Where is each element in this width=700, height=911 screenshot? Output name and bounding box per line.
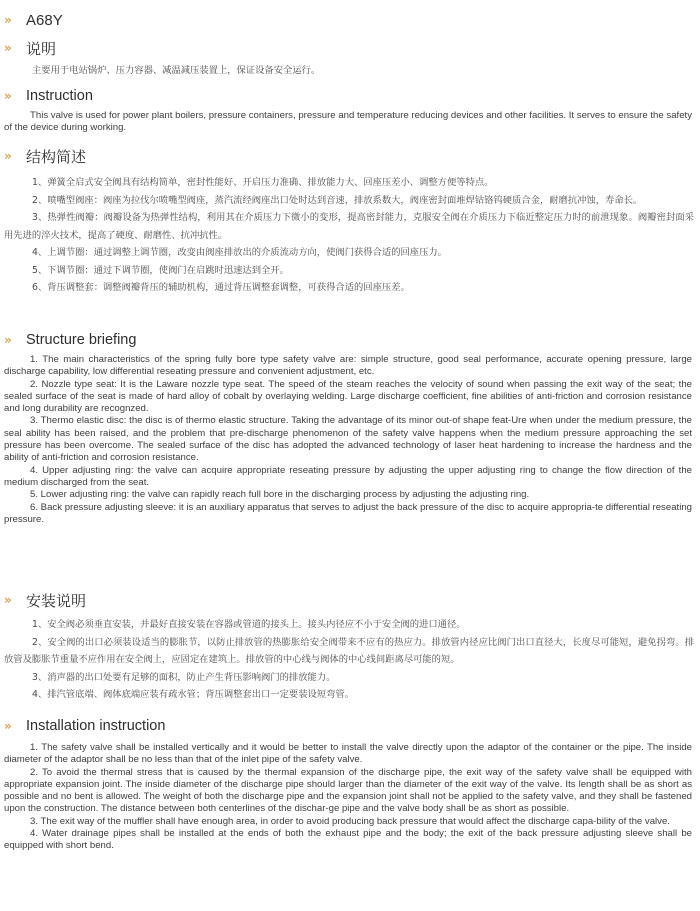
list-item: 1. The main characteristics of the spring fully bore type safety valve are: simple structure, good seal performance, accurate opening pressure, large discharge capability, low differential reseating pressure and convenient adjustment, etc. (4, 354, 692, 378)
list-item: 3. The exit way of the muffler shall have enough area, in order to avoid producing back pressure that would affect the discharge capa-bility of the valve. (30, 815, 670, 827)
list-item: 2. Nozzle type seat: It is the Laware nozzle type seat. The speed of the steam reaches the velocity of sound when passing the exit way of the seat; the sealed surface of the seat is made of hard alloy of cobalt by overlaying welding. Large discharge coefficient, fine abilities of anti-friction and corrosion resistance and long durability are recognzed. (4, 378, 692, 415)
chevron-bullet-icon: » (4, 89, 11, 103)
installation-zh-section (0, 590, 700, 704)
section-title: Structure briefing (26, 332, 137, 348)
list-item: 4. Water drainage pipes shall be installed at the ends of both the exhaust pipe and the body; the exit of the back pressure adjusting sleeve shall be equipped with short bend. (4, 828, 692, 852)
list-item: 6. Back pressure adjusting sleeve: it is an auxiliary apparatus that serves to adjust the back pressure of the disc to acquire appropria-te differential reseating pressure. (4, 501, 692, 525)
section-title: 安装说明 (26, 591, 87, 610)
list-item: 4、排汽管底端、阀体底端应装有疏水管；背压调整套出口一定要装设短弯管。 (32, 689, 355, 700)
description-text-en: This valve is used for power plant boilers, pressure containers, pressure and temperature reducing devices and other facilities. It serves to ensure the safety of the device during working. (4, 110, 692, 134)
chevron-bullet-icon: » (4, 149, 11, 163)
description-en-section (0, 86, 700, 135)
list-item: 1、安全阀必须垂直安装，并最好直接安装在容器或管道的接头上。接头内径应不小于安全阀的进口通径。 (32, 619, 466, 630)
list-item: 3. Thermo elastic disc: the disc is of thermo elastic structure. Taking the advantage of its minor out-of shape feat-Ure when under the medium pressure, the seal ability has been raised, and the problem that pre-discharge phenomenon of the safety valve happens when the medium pressure approaching the set pressure has been overcome. The sealed surface of the disc has adopted the advanced technology of laser heat hardening to increase the hardness and the ability of anti-friction and corrosion resistance. (4, 415, 692, 464)
list-item: 1、弹簧全启式安全阀具有结构简单，密封性能好、开启压力准确、排放能力大、回座压差小、调整方便等特点。 (32, 177, 494, 188)
list-item: 6、背压调整套：调整阀瓣背压的辅助机构，通过背压调整套调整，可获得合适的回座压差。 (32, 282, 410, 293)
structure-en-section (0, 330, 700, 526)
list-item: 2、喷嘴型阀座：阀座为拉伐尔喷嘴型阀座，蒸汽流经阀座出口处时达到音速，排放系数大，阀座密封面堆焊钴铬钨硬质合金，耐磨抗冲蚀，寿命长。 (32, 194, 643, 206)
list-item: 4、上调节圈：通过调整上调节圈，改变由阀座排放出的介质流动方向，使阀门获得合适的回座压力。 (32, 247, 447, 258)
description-zh-section (0, 38, 700, 80)
list-item: 3、消声器的出口处要有足够的面积，防止产生背压影响阀门的排放能力。 (32, 671, 336, 683)
description-text-zh: 主要用于电站锅炉、压力容器、减温减压装置上，保证设备安全运行。 (32, 65, 321, 76)
section-title: Installation instruction (26, 718, 166, 734)
chevron-bullet-icon: » (4, 13, 11, 27)
chevron-bullet-icon: » (4, 593, 11, 607)
list-item: 3、热弹性阀瓣：阀瓣设备为热弹性结构，利用其在介质压力下微小的变形，提高密封能力，克服安全阀在介质压力下临近整定压力时的前泄现象。阀瓣密封面采用先进的淬火技术，提高了硬度、耐磨性、抗冲抗性。 (4, 212, 694, 241)
model-header (0, 10, 700, 30)
structure-zh-section (0, 146, 700, 297)
list-item: 4. Upper adjusting ring: the valve can acquire appropriate reseating pressure by adjusting the upper adjusting ring to change the flow direction of the medium discharged from the seat. (4, 464, 692, 488)
section-title: Instruction (26, 88, 93, 104)
list-item: 2. To avoid the thermal stress that is caused by the thermal expansion of the discharge pipe, the exit way of the safety valve shall be equipped with appropriate expansion joint. The inside diameter of the discharge pipe should larger than the diameter of the exit way of the valve. Its length shall be as short as possible and no bent is allowed. The weight of both the discharge pipe and the expansion joint shall not be applied to the safety valve, and they shall be fastened upon the construction. The distance between both centerlines of the dischar-ge pipe and the valve body shall be as short as possible. (4, 766, 692, 815)
section-title: 结构简述 (26, 147, 87, 166)
model-code: A68Y (26, 11, 63, 29)
installation-en-section (0, 716, 700, 853)
list-item: 1. The safety valve shall be installed vertically and it would be better to install the valve directly upon the adaptor of the container or the pipe. The inside diameter of the adaptor shall be no less than that of the inlet pipe of the safety valve. (4, 742, 692, 766)
chevron-bullet-icon: » (4, 719, 11, 733)
chevron-bullet-icon: » (4, 333, 11, 347)
chevron-bullet-icon: » (4, 41, 11, 55)
section-title: 说明 (26, 39, 57, 58)
list-item: 2、安全阀的出口必须装设适当的膨胀节，以防止排放管的热膨胀给安全阀带来不应有的热应力。排放管内径应比阀门出口直径大，长度尽可能短，避免拐弯。排放管及膨胀节重量不应作用在安全阀上，应固定在建筑上。排放管的中心线与阀体的中心线间距离尽可能的短。 (4, 636, 694, 665)
list-item: 5、下调节圈：通过下调节圈，使阀门在启跳时迅速达到全开。 (32, 264, 289, 276)
list-item: 5. Lower adjusting ring: the valve can rapidly reach full bore in the discharging process by adjusting the adjusting ring. (30, 489, 530, 501)
